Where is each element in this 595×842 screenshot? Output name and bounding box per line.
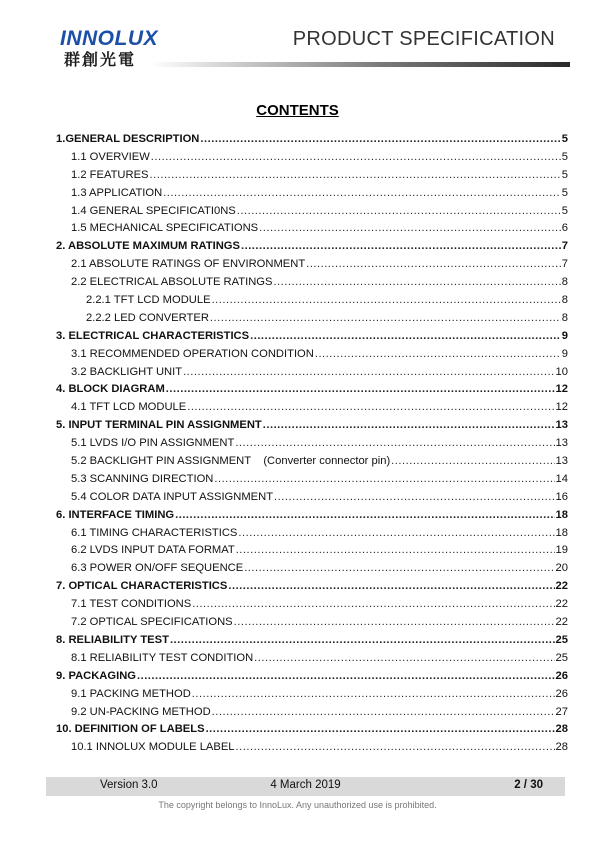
toc-entry-title: 9.1 PACKING METHOD (71, 687, 191, 700)
toc-dot-leader (234, 614, 555, 632)
toc-entry[interactable] (56, 274, 568, 292)
toc-dot-leader (183, 364, 554, 382)
toc-dot-leader (236, 542, 555, 560)
toc-entry[interactable] (56, 256, 568, 274)
toc-dot-leader (214, 471, 554, 489)
toc-entry-title: 5.3 SCANNING DIRECTION (71, 472, 214, 485)
toc-entry-page: 27 (555, 705, 568, 718)
footer-bar (46, 777, 565, 796)
toc-entry-title: 6.3 POWER ON/OFF SEQUENCE (71, 562, 244, 575)
toc-entry[interactable] (56, 453, 568, 471)
toc-entry-page: 5 (561, 150, 568, 163)
footer-version: Version 3.0 (100, 779, 158, 791)
toc-entry[interactable] (56, 346, 568, 364)
toc-entry[interactable] (56, 417, 568, 435)
toc-entry-title: 2.2.1 TFT LCD MODULE (86, 294, 211, 307)
footer-page-number: 2 / 30 (514, 779, 543, 791)
toc-entry-page: 5 (561, 133, 568, 145)
toc-entry-title: 9.2 UN-PACKING METHOD (71, 705, 211, 718)
toc-dot-leader (187, 399, 554, 417)
toc-entry-title: 7.1 TEST CONDITIONS (71, 598, 192, 611)
toc-entry[interactable] (56, 542, 568, 560)
toc-entry-page: 7 (561, 240, 568, 253)
toc-entry-page: 12 (555, 401, 568, 414)
toc-entry-title: 9. PACKAGING (56, 669, 136, 682)
toc-entry-title: 2.2.2 LED CONVERTER (86, 311, 209, 324)
innolux-logo (60, 28, 160, 70)
toc-dot-leader (228, 578, 554, 596)
toc-dot-leader (192, 686, 555, 704)
toc-entry-page: 5 (561, 168, 568, 181)
toc-entry[interactable] (56, 399, 568, 417)
toc-entry-page: 18 (555, 508, 568, 521)
toc-entry-title: 1.3 APPLICATION (71, 186, 163, 199)
toc-entry-title: 5. INPUT TERMINAL PIN ASSIGNMENT (56, 419, 262, 432)
toc-entry-page: 16 (555, 490, 568, 503)
toc-entry[interactable] (56, 650, 568, 668)
toc-entry-title: 5.4 COLOR DATA INPUT ASSIGNMENT (71, 490, 274, 503)
footer-date: 4 March 2019 (270, 779, 341, 791)
toc-entry[interactable] (56, 185, 568, 203)
toc-entry-page: 8 (561, 294, 568, 307)
toc-entry-title: 6.2 LVDS INPUT DATA FORMAT (71, 544, 235, 557)
toc-entry[interactable] (56, 381, 568, 399)
toc-entry[interactable] (56, 578, 568, 596)
toc-entry[interactable] (56, 668, 568, 686)
toc-entry[interactable] (56, 149, 568, 167)
toc-entry-page: 26 (555, 669, 568, 682)
toc-entry-page: 13 (555, 455, 568, 468)
toc-entry-title: 1.4 GENERAL SPECIFICATI0NS (71, 204, 236, 217)
toc-entry-page: 6 (561, 222, 568, 235)
toc-entry-title: 2. ABSOLUTE MAXIMUM RATINGS (56, 240, 240, 253)
toc-entry[interactable] (56, 596, 568, 614)
toc-entry-title: 8.1 RELIABILITY TEST CONDITION (71, 651, 254, 664)
toc-entry-title: 10.1 INNOLUX MODULE LABEL (71, 741, 235, 754)
toc-entry-page: 20 (555, 562, 568, 575)
toc-dot-leader (263, 417, 555, 435)
document-title: PRODUCT SPECIFICATION (292, 28, 555, 50)
contents-heading: CONTENTS (256, 102, 339, 119)
toc-dot-leader (200, 131, 560, 149)
toc-entry-title: 1.GENERAL DESCRIPTION (56, 133, 200, 145)
toc-entry[interactable] (56, 507, 568, 525)
toc-entry-title: 5.2 BACKLIGHT PIN ASSIGNMENT (Converter connector pin) (71, 455, 391, 468)
header-divider (150, 62, 570, 67)
toc-entry[interactable] (56, 435, 568, 453)
toc-entry[interactable] (56, 471, 568, 489)
toc-entry[interactable] (56, 167, 568, 185)
toc-entry[interactable] (56, 220, 568, 238)
toc-entry-page: 8 (561, 311, 568, 324)
toc-entry-title: 3.1 RECOMMENDED OPERATION CONDITION (71, 347, 314, 360)
toc-entry-page: 8 (561, 276, 568, 289)
toc-entry-page: 12 (555, 383, 568, 396)
toc-entry-page: 5 (561, 186, 568, 199)
toc-entry[interactable] (56, 238, 568, 256)
toc-entry-page: 28 (555, 741, 568, 754)
toc-dot-leader (273, 274, 560, 292)
toc-entry[interactable] (56, 203, 568, 221)
toc-entry-title: 1.2 FEATURES (71, 168, 149, 181)
logo-cjk-text: 群創光電 (64, 50, 137, 69)
toc-entry-title: 6. INTERFACE TIMING (56, 508, 175, 521)
toc-dot-leader (315, 346, 561, 364)
toc-entry-title: 2.2 ELECTRICAL ABSOLUTE RATINGS (71, 276, 273, 289)
toc-dot-leader (137, 668, 555, 686)
toc-entry-title: 1.5 MECHANICAL SPECIFICATIONS (71, 222, 259, 235)
logo-wordmark (60, 28, 160, 50)
toc-entry[interactable] (56, 310, 568, 328)
toc-dot-leader (235, 435, 554, 453)
toc-entry-page: 7 (561, 258, 568, 271)
toc-entry-title: 6.1 TIMING CHARACTERISTICS (71, 526, 238, 539)
toc-entry-page: 13 (555, 419, 568, 432)
toc-dot-leader (250, 328, 561, 346)
toc-entry-page: 26 (555, 687, 568, 700)
toc-dot-leader (163, 185, 561, 203)
toc-entry[interactable] (56, 364, 568, 382)
toc-dot-leader (241, 238, 561, 256)
toc-entry-page: 25 (555, 651, 568, 664)
toc-entry-title: 7.2 OPTICAL SPECIFICATIONS (71, 616, 233, 629)
toc-entry[interactable] (56, 704, 568, 722)
toc-entry-title: 3.2 BACKLIGHT UNIT (71, 365, 183, 378)
toc-dot-leader (151, 149, 561, 167)
toc-dot-leader (206, 721, 555, 739)
toc-entry-page: 9 (561, 347, 568, 360)
toc-dot-leader (175, 507, 554, 525)
toc-entry[interactable] (56, 739, 568, 757)
toc-dot-leader (238, 525, 554, 543)
toc-entry-title: 2.1 ABSOLUTE RATINGS OF ENVIRONMENT (71, 258, 306, 271)
toc-entry-page: 22 (555, 580, 568, 593)
toc-entry[interactable] (56, 686, 568, 704)
toc-dot-leader (170, 632, 555, 650)
toc-dot-leader (166, 381, 555, 399)
toc-entry[interactable] (56, 328, 568, 346)
logo-latin-text: INNOLUX (60, 27, 158, 50)
toc-entry[interactable] (56, 489, 568, 507)
toc-dot-leader (274, 489, 555, 507)
toc-dot-leader (259, 220, 561, 238)
toc-entry-title: 1.1 OVERVIEW (71, 150, 150, 163)
toc-entry[interactable] (56, 614, 568, 632)
toc-entry[interactable] (56, 721, 568, 739)
toc-entry-title: 4. BLOCK DIAGRAM (56, 383, 165, 396)
toc-dot-leader (212, 704, 555, 722)
toc-entry-title: 4.1 TFT LCD MODULE (71, 401, 187, 414)
toc-entry[interactable] (56, 131, 568, 149)
toc-dot-leader (254, 650, 554, 668)
toc-entry-page: 13 (555, 437, 568, 450)
toc-entry-page: 19 (555, 544, 568, 557)
toc-dot-leader (192, 596, 554, 614)
toc-dot-leader (306, 256, 561, 274)
toc-entry-page: 25 (555, 633, 568, 646)
toc-dot-leader (210, 310, 561, 328)
toc-dot-leader (244, 560, 554, 578)
toc-dot-leader (212, 292, 561, 310)
toc-entry-title: 3. ELECTRICAL CHARACTERISTICS (56, 329, 250, 342)
toc-dot-leader (236, 739, 555, 757)
toc-entry-page: 10 (555, 365, 568, 378)
toc-entry-page: 28 (555, 723, 568, 736)
toc-dot-leader (391, 453, 554, 471)
toc-entry-page: 14 (555, 472, 568, 485)
toc-entry-page: 9 (561, 329, 568, 342)
toc-entry[interactable] (56, 560, 568, 578)
toc-entry-title: 10. DEFINITION OF LABELS (56, 723, 205, 736)
toc-entry-title: 8. RELIABILITY TEST (56, 633, 169, 646)
toc-dot-leader (150, 167, 561, 185)
toc-entry-page: 22 (555, 598, 568, 611)
toc-entry-title: 5.1 LVDS I/O PIN ASSIGNMENT (71, 437, 235, 450)
toc-entry-page: 5 (561, 204, 568, 217)
copyright-notice: The copyright belongs to InnoLux. Any unauthorized use is prohibited. (158, 800, 437, 810)
toc-entry-title: 7. OPTICAL CHARACTERISTICS (56, 580, 228, 593)
toc-entry[interactable] (56, 525, 568, 543)
table-of-contents (56, 131, 568, 757)
toc-dot-leader (237, 203, 561, 221)
toc-entry-page: 22 (555, 616, 568, 629)
toc-entry[interactable] (56, 632, 568, 650)
toc-entry[interactable] (56, 292, 568, 310)
toc-entry-page: 18 (555, 526, 568, 539)
